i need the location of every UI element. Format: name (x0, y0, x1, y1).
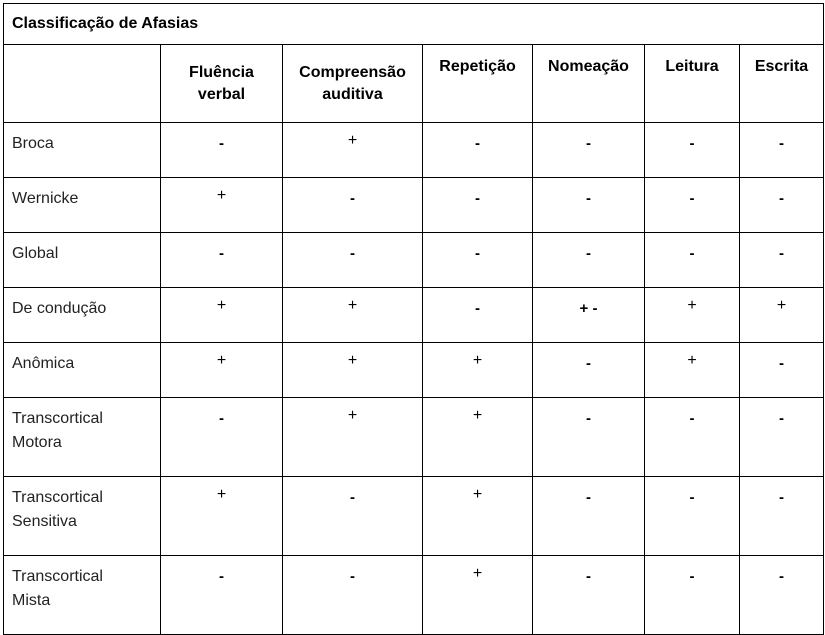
value-cell: - (533, 398, 645, 477)
value-cell: - (645, 233, 740, 288)
value-cell: - (645, 398, 740, 477)
value-cell: - (740, 178, 824, 233)
value-cell: - (161, 123, 283, 178)
value-cell: - (740, 477, 824, 556)
table-row (4, 178, 824, 233)
value-cell: - (423, 233, 533, 288)
value-cell: - (740, 343, 824, 398)
value-cell: - (533, 343, 645, 398)
value-cell: - (533, 123, 645, 178)
value-cell: + (645, 343, 740, 398)
row-label: De condução (4, 288, 161, 343)
value-cell: + (423, 556, 533, 635)
value-cell: + (423, 477, 533, 556)
value-cell: - (283, 233, 423, 288)
value-cell: - (423, 288, 533, 343)
value-cell: - (533, 233, 645, 288)
value-cell: - (740, 398, 824, 477)
row-label: Anômica (4, 343, 161, 398)
value-cell: - (423, 123, 533, 178)
value-cell: + (283, 123, 423, 178)
value-cell: + (283, 398, 423, 477)
row-label: Transcortical Mista (4, 556, 161, 635)
value-cell: - (645, 123, 740, 178)
value-cell: + (161, 288, 283, 343)
value-cell: + (423, 398, 533, 477)
value-cell: + (283, 288, 423, 343)
value-cell: - (645, 556, 740, 635)
value-cell: - (161, 233, 283, 288)
row-label: Broca (4, 123, 161, 178)
value-cell: + (740, 288, 824, 343)
column-header-escrita: Escrita (740, 45, 824, 123)
value-cell: + (423, 343, 533, 398)
column-header-leitura: Leitura (645, 45, 740, 123)
value-cell: - (161, 398, 283, 477)
aphasia-table-container (3, 3, 824, 635)
value-cell: - (740, 123, 824, 178)
table-row (4, 477, 824, 556)
table-title: Classificação de Afasias (4, 4, 824, 45)
value-cell: - (645, 178, 740, 233)
value-cell: - (533, 178, 645, 233)
column-header-repeticao: Repetição (423, 45, 533, 123)
value-cell: - (283, 477, 423, 556)
table-row (4, 343, 824, 398)
value-cell: + (161, 343, 283, 398)
column-header-fluencia: Fluência verbal (161, 45, 283, 123)
table-body (4, 123, 824, 635)
value-cell: - (740, 556, 824, 635)
value-cell: - (645, 477, 740, 556)
value-cell: - (283, 178, 423, 233)
value-cell: - (423, 178, 533, 233)
row-label: Transcortical Motora (4, 398, 161, 477)
table-row (4, 123, 824, 178)
value-cell: - (533, 477, 645, 556)
value-cell: + (161, 477, 283, 556)
value-cell: + (161, 178, 283, 233)
value-cell: - (161, 556, 283, 635)
row-label: Global (4, 233, 161, 288)
table-row (4, 288, 824, 343)
table-row (4, 233, 824, 288)
value-cell: + - (533, 288, 645, 343)
column-header-compreensao: Compreensão auditiva (283, 45, 423, 123)
value-cell: - (283, 556, 423, 635)
table-row (4, 556, 824, 635)
table-row (4, 398, 824, 477)
column-header-nomeacao: Nomeação (533, 45, 645, 123)
aphasia-classification-table (3, 3, 824, 635)
value-cell: + (283, 343, 423, 398)
value-cell: + (645, 288, 740, 343)
header-corner-cell (4, 45, 161, 123)
value-cell: - (740, 233, 824, 288)
row-label: Transcortical Sensitiva (4, 477, 161, 556)
value-cell: - (533, 556, 645, 635)
row-label: Wernicke (4, 178, 161, 233)
